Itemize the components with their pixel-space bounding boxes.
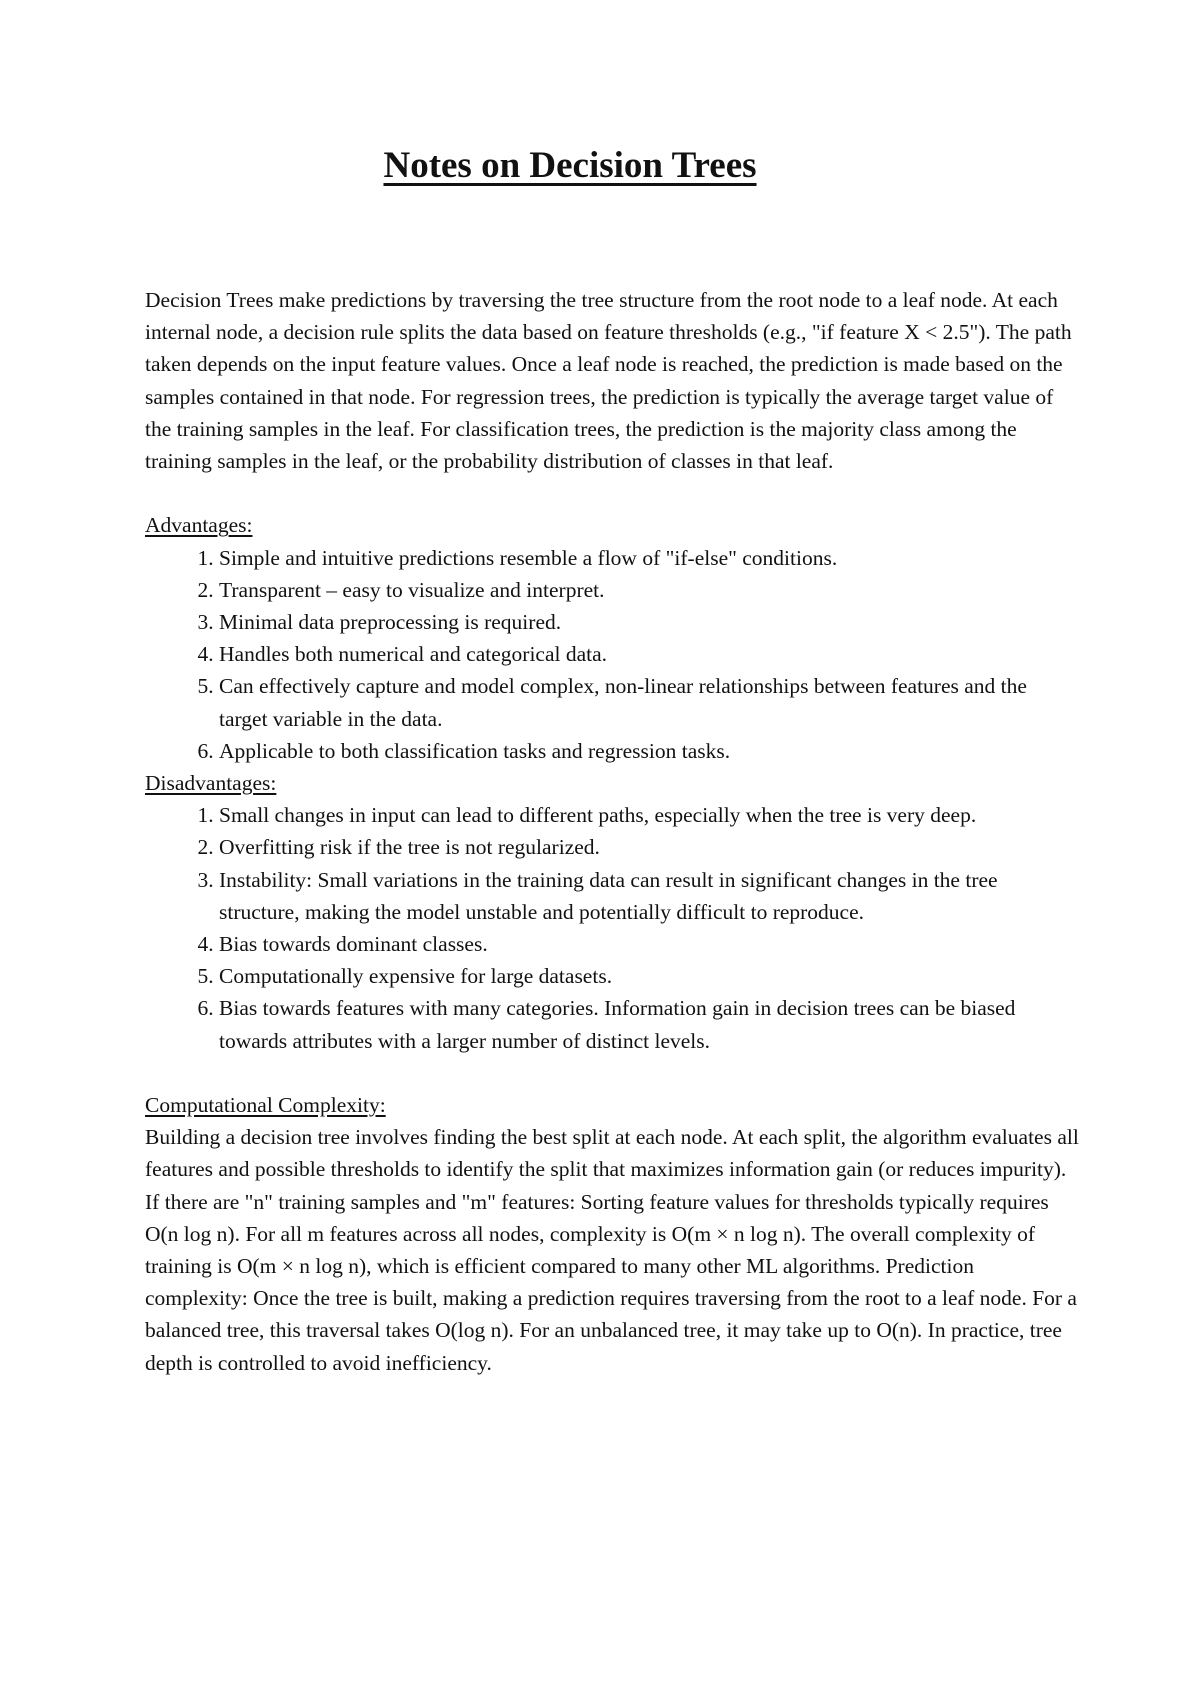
advantage-item: 2. Transparent – easy to visualize and interpret. xyxy=(219,574,1080,606)
paragraph-spacer xyxy=(145,477,1080,509)
advantage-item: 3. Minimal data preprocessing is required. xyxy=(219,606,1080,638)
disadvantage-item: 4. Bias towards dominant classes. xyxy=(219,928,1080,960)
advantages-heading: Advantages: xyxy=(145,513,253,538)
intro-paragraph: Decision Trees make predictions by traversing the tree structure from the root node to a leaf node. At each internal node, a decision rule splits the data based on feature thresholds (e.g., "if feature X < 2.5"). The path taken depends on the input feature values. Once a leaf node is reached, the prediction is made based on the samples contained in that node. For regression trees, the prediction is typically the average target value of the training samples in the leaf. For classification trees, the prediction is the majority class among the training samples in the leaf, or the probability distribution of classes in that leaf. xyxy=(145,288,1072,474)
disadvantage-item: 2. Overfitting risk if the tree is not regularized. xyxy=(219,831,1080,863)
disadvantage-item: 1. Small changes in input can lead to different paths, especially when the tree is very deep. xyxy=(219,799,1080,831)
disadvantages-heading: Disadvantages: xyxy=(145,771,277,796)
document-body xyxy=(145,284,1080,1379)
disadvantage-item: 6. Bias towards features with many categories. Information gain in decision trees can be biased towards attributes with a larger number of distinct levels. xyxy=(219,992,1080,1056)
page-title: Notes on Decision Trees xyxy=(383,145,757,186)
complexity-paragraph: Building a decision tree involves finding the best split at each node. At each split, the algorithm evaluates all features and possible thresholds to identify the split that maximizes information gain (or reduces impurity). If there are "n" training samples and "m" features: Sorting feature values for thresholds typically requires O(n log n). For all m features across all nodes, complexity is O(m × n log n). The overall complexity of training is O(m × n log n), which is efficient compared to many other ML algorithms. Prediction complexity: Once the tree is built, making a prediction requires traversing from the root to a leaf node. For a balanced tree, this traversal takes O(log n). For an unbalanced tree, it may take up to O(n). In practice, tree depth is controlled to avoid inefficiency. xyxy=(145,1125,1079,1375)
disadvantage-item: 5. Computationally expensive for large datasets. xyxy=(219,960,1080,992)
advantages-list xyxy=(145,542,1080,767)
complexity-heading: Computational Complexity: xyxy=(145,1093,386,1118)
advantage-item: 1. Simple and intuitive predictions resemble a flow of "if-else" conditions. xyxy=(219,542,1080,574)
paragraph-spacer xyxy=(145,1057,1080,1089)
disadvantages-list xyxy=(145,799,1080,1057)
advantage-item: 6. Applicable to both classification tasks and regression tasks. xyxy=(219,735,1080,767)
advantage-item: 5. Can effectively capture and model complex, non-linear relationships between features and the target variable in the data. xyxy=(219,670,1080,734)
advantage-item: 4. Handles both numerical and categorical data. xyxy=(219,638,1080,670)
disadvantage-item: 3. Instability: Small variations in the training data can result in significant changes in the tree structure, making the model unstable and potentially difficult to reproduce. xyxy=(219,864,1080,928)
